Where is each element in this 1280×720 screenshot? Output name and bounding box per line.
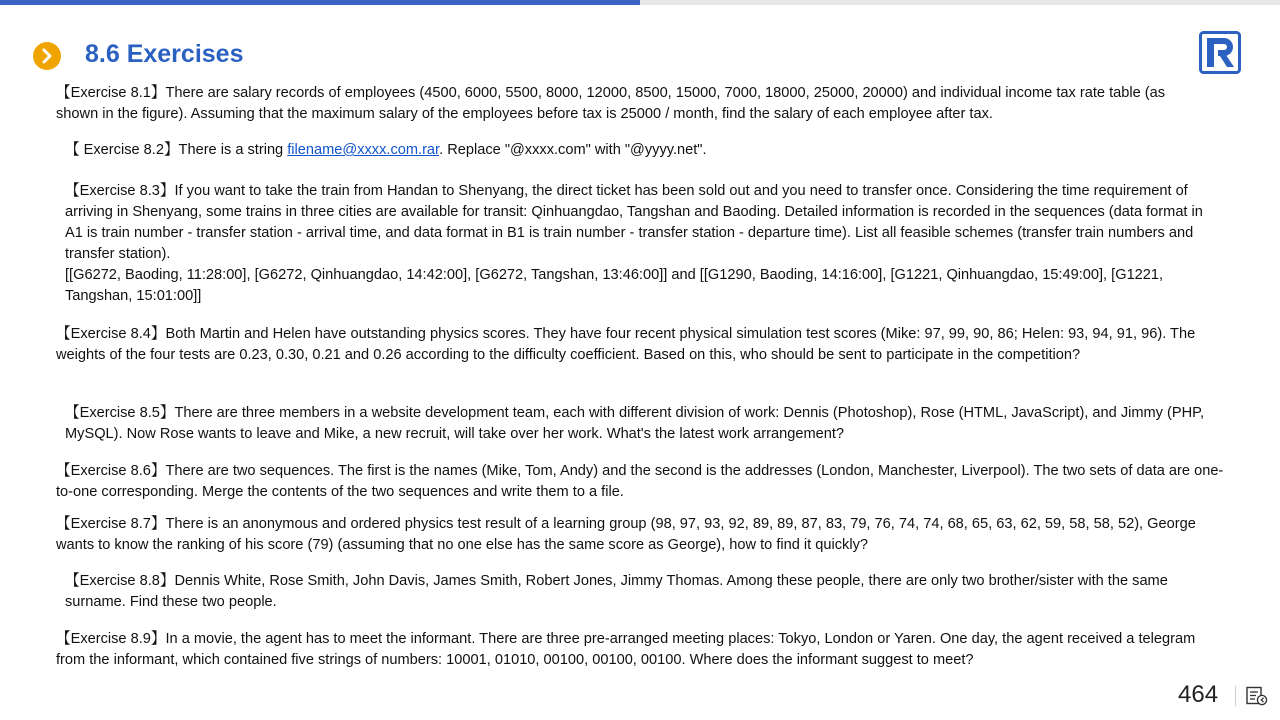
exercise-8-2 [65,140,1205,161]
exercise-8-8: 【Exercise 8.8】Dennis White, Rose Smith, John Davis, James Smith, Robert Jones, Jimmy Thomas. Among these people, there are only two brother/sister with the same surname. Find these two people. [65,573,1168,610]
exercise-8-6: 【Exercise 8.6】There are two sequences. The first is the names (Mike, Tom, Andy) and the second is the addresses (London, Manchester, Liverpool). The two sets of data are one-to-one corresponding. Merge the contents of the two sequences and write them to a file. [56,463,1224,500]
exercise-8-4: 【Exercise 8.4】Both Martin and Helen have outstanding physics scores. They have four recent physical simulation test scores (Mike: 97, 99, 90, 86; Helen: 93, 94, 91, 96). The weights of the four tests are 0.23, 0.30, 0.21 and 0.26 according to the difficulty coefficient. Based on this, who should be sent to participate in the competition? [56,326,1196,363]
page-number: 464 [1178,681,1219,708]
presentation-progress-track [0,0,1280,5]
exercise-8-5: 【Exercise 8.5】There are three members in a website development team, each with different division of work: Dennis (Photoshop), Rose (HTML, JavaScript), and Jimmy (PHP, MySQL). Now Rose wants to leave and Mike, a new recruit, will take over her work. What's the latest work arrangement? [65,405,1205,442]
slide-title: 8.6 Exercises [85,40,244,68]
exercise-8-2-suffix: . Replace "@xxxx.com" with "@yyyy.net". [439,142,707,158]
presentation-progress-fill [0,0,640,5]
exercise-8-9: 【Exercise 8.9】In a movie, the agent has to meet the informant. There are three pre-arranged meeting places: Tokyo, London or Yaren. One day, the agent received a telegram from the informant, which contained five strings of numbers: 10001, 01010, 00100, 00100, 00100. Where does the informant suggest to meet? [56,631,1196,668]
brand-logo-icon [1199,31,1241,74]
exercise-8-3-data: [[G6272, Baoding, 11:28:00], [G6272, Qinhuangdao, 14:42:00], [G6272, Tangshan, 13:46:00]] and [[G1290, Baoding, 14:16:00], [G1221, Qinhuangdao, 15:49:00], [G1221, Tangshan, 15:01:00]] [65,267,1164,304]
slide-notes-icon[interactable] [1246,686,1268,706]
exercise-8-7: 【Exercise 8.7】There is an anonymous and ordered physics test result of a learning group (98, 97, 93, 92, 89, 89, 87, 83, 79, 76, 74, 74, 68, 65, 63, 62, 59, 58, 58, 52), George wants to know the ranking of his score (79) (assuming that no one else has the same score as George), how to find it quickly? [56,516,1196,553]
footer-divider [1235,686,1236,706]
exercise-8-3: 【Exercise 8.3】If you want to take the train from Handan to Shenyang, the direct ticket has been sold out and you need to transfer once. Considering the time requirement of arriving in Shenyang, some trains in three cities are available for transit: Qinhuangdao, Tangshan and Baoding. Detailed information is recorded in the sequences (data format in A1 is train number - transfer station - arrival time, and data format in B1 is train number - transfer station - departure time). List all feasible schemes (transfer train numbers and transfer station). [65,183,1203,262]
exercise-8-2-prefix: 【 Exercise 8.2】There is a string [65,142,288,158]
filename-link[interactable]: filename@xxxx.com.rar [287,142,440,158]
exercise-8-1: 【Exercise 8.1】There are salary records of employees (4500, 6000, 5500, 8000, 12000, 8500, 15000, 7000, 18000, 25000, 20000) and individual income tax rate table (as shown in the figure). Assuming that the maximum salary of the employees before tax is 25000 / month, find the salary of each employee after tax. [56,85,1166,122]
chevron-right-icon [33,42,61,70]
